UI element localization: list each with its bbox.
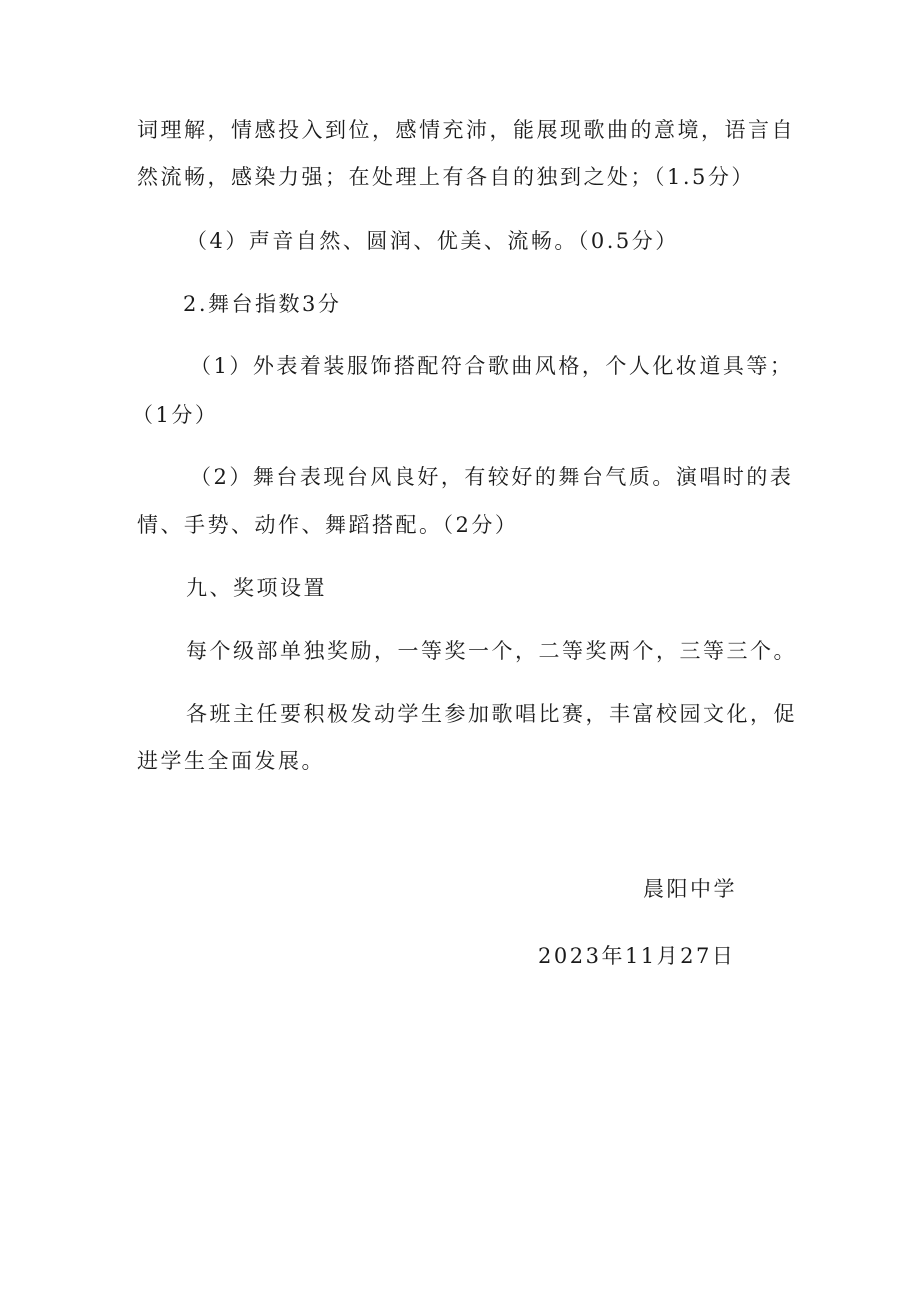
section-heading-awards: 九、奖项设置	[186, 576, 327, 600]
body-text-line: 进学生全面发展。	[137, 749, 325, 773]
scoring-item-4: （4）声音自然、圆润、优美、流畅。（0.5分）	[186, 229, 679, 253]
signature-school: 晨阳中学	[643, 877, 737, 901]
signature-date: 2023年11月27日	[538, 944, 736, 968]
section-heading-stage-score: 2.舞台指数3分	[183, 292, 342, 316]
scoring-item-2: （2）舞台表现台风良好，有较好的舞台气质。演唱时的表	[190, 465, 794, 489]
body-text-line: 然流畅，感染力强；在处理上有各自的独到之处；（1.5分）	[137, 165, 755, 189]
scoring-item-1: （1）外表着装服饰搭配符合歌曲风格，个人化妆道具等；	[190, 354, 794, 378]
body-text-line: 词理解，情感投入到位，感情充沛，能展现歌曲的意境，语言自	[137, 118, 795, 142]
closing-paragraph: 各班主任要积极发动学生参加歌唱比赛，丰富校园文化，促	[186, 702, 797, 726]
awards-paragraph: 每个级部单独奖励，一等奖一个，二等奖两个，三等三个。	[186, 639, 797, 663]
body-text-line: 情、手势、动作、舞蹈搭配。（2分）	[137, 513, 519, 537]
body-text-line: （1分）	[132, 403, 219, 427]
